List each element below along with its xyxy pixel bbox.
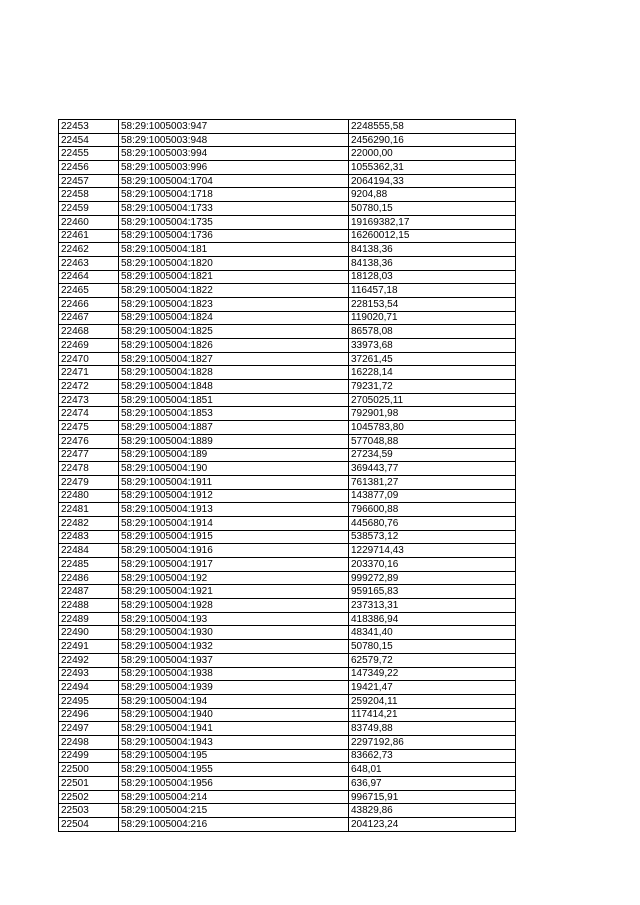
table-row	[59, 133, 516, 147]
table-row	[59, 626, 516, 640]
table-row	[59, 599, 516, 613]
cadastral-number-cell: 58:29:1005004:1887	[119, 421, 349, 435]
row-number-cell: 22488	[59, 599, 119, 613]
value-cell: 19169382,17	[349, 215, 516, 229]
value-cell: 369443,77	[349, 462, 516, 476]
cadastral-number-cell: 58:29:1005004:190	[119, 462, 349, 476]
row-number-cell: 22497	[59, 722, 119, 736]
cadastral-number-cell: 58:29:1005004:1939	[119, 681, 349, 695]
row-number-cell: 22467	[59, 311, 119, 325]
cadastral-number-cell: 58:29:1005004:1917	[119, 558, 349, 572]
cadastral-number-cell: 58:29:1005004:1889	[119, 434, 349, 448]
cadastral-number-cell: 58:29:1005004:1828	[119, 366, 349, 380]
row-number-cell: 22459	[59, 202, 119, 216]
row-number-cell: 22469	[59, 339, 119, 353]
table-row	[59, 202, 516, 216]
cadastral-number-cell: 58:29:1005004:1704	[119, 174, 349, 188]
table-row	[59, 215, 516, 229]
value-cell: 33973,68	[349, 339, 516, 353]
row-number-cell: 22485	[59, 558, 119, 572]
value-cell: 43829,86	[349, 804, 516, 818]
row-number-cell: 22489	[59, 612, 119, 626]
table-row	[59, 421, 516, 435]
value-cell: 50780,15	[349, 202, 516, 216]
cadastral-number-cell: 58:29:1005003:994	[119, 147, 349, 161]
table-row	[59, 722, 516, 736]
row-number-cell: 22499	[59, 749, 119, 763]
value-cell: 648,01	[349, 763, 516, 777]
cadastral-number-cell: 58:29:1005004:1820	[119, 256, 349, 270]
value-cell: 116457,18	[349, 284, 516, 298]
value-cell: 1229714,43	[349, 544, 516, 558]
row-number-cell: 22496	[59, 708, 119, 722]
row-number-cell: 22475	[59, 421, 119, 435]
cadastral-number-cell: 58:29:1005004:194	[119, 694, 349, 708]
value-cell: 48341,40	[349, 626, 516, 640]
cadastral-number-cell: 58:29:1005004:1930	[119, 626, 349, 640]
cadastral-number-cell: 58:29:1005004:1943	[119, 735, 349, 749]
value-cell: 636,97	[349, 777, 516, 791]
table-row	[59, 571, 516, 585]
table-body	[59, 120, 516, 832]
table-row	[59, 503, 516, 517]
row-number-cell: 22492	[59, 653, 119, 667]
table-row	[59, 161, 516, 175]
table-row	[59, 475, 516, 489]
cadastral-number-cell: 58:29:1005003:947	[119, 120, 349, 134]
row-number-cell: 22472	[59, 380, 119, 394]
row-number-cell: 22460	[59, 215, 119, 229]
row-number-cell: 22490	[59, 626, 119, 640]
value-cell: 761381,27	[349, 475, 516, 489]
table-row	[59, 407, 516, 421]
row-number-cell: 22468	[59, 325, 119, 339]
value-cell: 119020,71	[349, 311, 516, 325]
cadastral-number-cell: 58:29:1005004:1733	[119, 202, 349, 216]
row-number-cell: 22477	[59, 448, 119, 462]
table-row	[59, 120, 516, 134]
table-row	[59, 804, 516, 818]
row-number-cell: 22478	[59, 462, 119, 476]
cadastral-number-cell: 58:29:1005004:214	[119, 790, 349, 804]
table-row	[59, 284, 516, 298]
table-row	[59, 188, 516, 202]
row-number-cell: 22462	[59, 243, 119, 257]
row-number-cell: 22482	[59, 516, 119, 530]
value-cell: 418386,94	[349, 612, 516, 626]
row-number-cell: 22500	[59, 763, 119, 777]
cadastral-number-cell: 58:29:1005004:1851	[119, 393, 349, 407]
table-row	[59, 393, 516, 407]
value-cell: 83662,73	[349, 749, 516, 763]
data-table	[58, 119, 516, 832]
cadastral-number-cell: 58:29:1005004:1912	[119, 489, 349, 503]
table-row	[59, 270, 516, 284]
row-number-cell: 22470	[59, 352, 119, 366]
value-cell: 996715,91	[349, 790, 516, 804]
table-row	[59, 174, 516, 188]
value-cell: 84138,36	[349, 243, 516, 257]
value-cell: 18128,03	[349, 270, 516, 284]
cadastral-number-cell: 58:29:1005003:948	[119, 133, 349, 147]
row-number-cell: 22487	[59, 585, 119, 599]
cadastral-number-cell: 58:29:1005004:1821	[119, 270, 349, 284]
value-cell: 79231,72	[349, 380, 516, 394]
table-row	[59, 147, 516, 161]
row-number-cell: 22481	[59, 503, 119, 517]
cadastral-number-cell: 58:29:1005004:1941	[119, 722, 349, 736]
cadastral-number-cell: 58:29:1005004:1718	[119, 188, 349, 202]
table-row	[59, 558, 516, 572]
table-row	[59, 749, 516, 763]
cadastral-number-cell: 58:29:1005004:1940	[119, 708, 349, 722]
cadastral-number-cell: 58:29:1005004:181	[119, 243, 349, 257]
table-row	[59, 489, 516, 503]
table-row	[59, 243, 516, 257]
value-cell: 37261,45	[349, 352, 516, 366]
value-cell: 237313,31	[349, 599, 516, 613]
cadastral-number-cell: 58:29:1005004:1921	[119, 585, 349, 599]
value-cell: 143877,09	[349, 489, 516, 503]
table-row	[59, 311, 516, 325]
row-number-cell: 22473	[59, 393, 119, 407]
value-cell: 1055362,31	[349, 161, 516, 175]
value-cell: 84138,36	[349, 256, 516, 270]
table-row	[59, 297, 516, 311]
row-number-cell: 22461	[59, 229, 119, 243]
row-number-cell: 22495	[59, 694, 119, 708]
cadastral-number-cell: 58:29:1005003:996	[119, 161, 349, 175]
cadastral-number-cell: 58:29:1005004:1915	[119, 530, 349, 544]
row-number-cell: 22493	[59, 667, 119, 681]
table-row	[59, 516, 516, 530]
cadastral-number-cell: 58:29:1005004:1913	[119, 503, 349, 517]
value-cell: 2456290,16	[349, 133, 516, 147]
row-number-cell: 22474	[59, 407, 119, 421]
cadastral-number-cell: 58:29:1005004:195	[119, 749, 349, 763]
row-number-cell: 22479	[59, 475, 119, 489]
row-number-cell: 22457	[59, 174, 119, 188]
value-cell: 203370,16	[349, 558, 516, 572]
cadastral-number-cell: 58:29:1005004:1928	[119, 599, 349, 613]
table-row	[59, 256, 516, 270]
cadastral-number-cell: 58:29:1005004:1824	[119, 311, 349, 325]
value-cell: 19421,47	[349, 681, 516, 695]
table-row	[59, 763, 516, 777]
value-cell: 999272,89	[349, 571, 516, 585]
row-number-cell: 22501	[59, 777, 119, 791]
value-cell: 204123,24	[349, 818, 516, 832]
cadastral-number-cell: 58:29:1005004:1825	[119, 325, 349, 339]
table-row	[59, 790, 516, 804]
value-cell: 1045783,80	[349, 421, 516, 435]
value-cell: 796600,88	[349, 503, 516, 517]
table-row	[59, 352, 516, 366]
value-cell: 959165,83	[349, 585, 516, 599]
table-row	[59, 694, 516, 708]
table-row	[59, 612, 516, 626]
row-number-cell: 22504	[59, 818, 119, 832]
row-number-cell: 22491	[59, 640, 119, 654]
table-row	[59, 544, 516, 558]
cadastral-number-cell: 58:29:1005004:1916	[119, 544, 349, 558]
cadastral-number-cell: 58:29:1005004:1827	[119, 352, 349, 366]
value-cell: 83749,88	[349, 722, 516, 736]
cadastral-number-cell: 58:29:1005004:1736	[119, 229, 349, 243]
value-cell: 792901,98	[349, 407, 516, 421]
row-number-cell: 22486	[59, 571, 119, 585]
value-cell: 2248555,58	[349, 120, 516, 134]
value-cell: 62579,72	[349, 653, 516, 667]
row-number-cell: 22484	[59, 544, 119, 558]
table-row	[59, 653, 516, 667]
cadastral-number-cell: 58:29:1005004:1956	[119, 777, 349, 791]
table-row	[59, 818, 516, 832]
cadastral-number-cell: 58:29:1005004:1937	[119, 653, 349, 667]
row-number-cell: 22494	[59, 681, 119, 695]
value-cell: 577048,88	[349, 434, 516, 448]
row-number-cell: 22466	[59, 297, 119, 311]
cadastral-number-cell: 58:29:1005004:1823	[119, 297, 349, 311]
value-cell: 50780,15	[349, 640, 516, 654]
table-row	[59, 585, 516, 599]
value-cell: 16260012,15	[349, 229, 516, 243]
row-number-cell: 22453	[59, 120, 119, 134]
row-number-cell: 22464	[59, 270, 119, 284]
value-cell: 9204,88	[349, 188, 516, 202]
row-number-cell: 22454	[59, 133, 119, 147]
cadastral-number-cell: 58:29:1005004:1932	[119, 640, 349, 654]
value-cell: 2064194,33	[349, 174, 516, 188]
cadastral-number-cell: 58:29:1005004:1735	[119, 215, 349, 229]
cadastral-number-cell: 58:29:1005004:216	[119, 818, 349, 832]
cadastral-number-cell: 58:29:1005004:1911	[119, 475, 349, 489]
cadastral-number-cell: 58:29:1005004:1853	[119, 407, 349, 421]
value-cell: 228153,54	[349, 297, 516, 311]
value-cell: 538573,12	[349, 530, 516, 544]
cadastral-number-cell: 58:29:1005004:1914	[119, 516, 349, 530]
value-cell: 27234,59	[349, 448, 516, 462]
row-number-cell: 22456	[59, 161, 119, 175]
value-cell: 259204,11	[349, 694, 516, 708]
cadastral-number-cell: 58:29:1005004:215	[119, 804, 349, 818]
row-number-cell: 22463	[59, 256, 119, 270]
table-row	[59, 667, 516, 681]
row-number-cell: 22483	[59, 530, 119, 544]
value-cell: 22000,00	[349, 147, 516, 161]
table-row	[59, 325, 516, 339]
cadastral-number-cell: 58:29:1005004:1826	[119, 339, 349, 353]
value-cell: 147349,22	[349, 667, 516, 681]
row-number-cell: 22476	[59, 434, 119, 448]
table-row	[59, 229, 516, 243]
row-number-cell: 22502	[59, 790, 119, 804]
table-row	[59, 434, 516, 448]
table-row	[59, 339, 516, 353]
cadastral-number-cell: 58:29:1005004:193	[119, 612, 349, 626]
table-row	[59, 462, 516, 476]
row-number-cell: 22471	[59, 366, 119, 380]
cadastral-number-cell: 58:29:1005004:192	[119, 571, 349, 585]
table-row	[59, 681, 516, 695]
table-row	[59, 777, 516, 791]
value-cell: 2297192,86	[349, 735, 516, 749]
row-number-cell: 22455	[59, 147, 119, 161]
row-number-cell: 22465	[59, 284, 119, 298]
cadastral-number-cell: 58:29:1005004:1938	[119, 667, 349, 681]
cadastral-number-cell: 58:29:1005004:189	[119, 448, 349, 462]
row-number-cell: 22480	[59, 489, 119, 503]
cadastral-number-cell: 58:29:1005004:1955	[119, 763, 349, 777]
value-cell: 2705025,11	[349, 393, 516, 407]
table-row	[59, 448, 516, 462]
value-cell: 445680,76	[349, 516, 516, 530]
table-row	[59, 366, 516, 380]
cadastral-number-cell: 58:29:1005004:1822	[119, 284, 349, 298]
row-number-cell: 22498	[59, 735, 119, 749]
table-row	[59, 380, 516, 394]
value-cell: 86578,08	[349, 325, 516, 339]
table-row	[59, 708, 516, 722]
cadastral-number-cell: 58:29:1005004:1848	[119, 380, 349, 394]
table-row	[59, 530, 516, 544]
value-cell: 16228,14	[349, 366, 516, 380]
value-cell: 117414,21	[349, 708, 516, 722]
row-number-cell: 22458	[59, 188, 119, 202]
row-number-cell: 22503	[59, 804, 119, 818]
table-row	[59, 640, 516, 654]
table-row	[59, 735, 516, 749]
